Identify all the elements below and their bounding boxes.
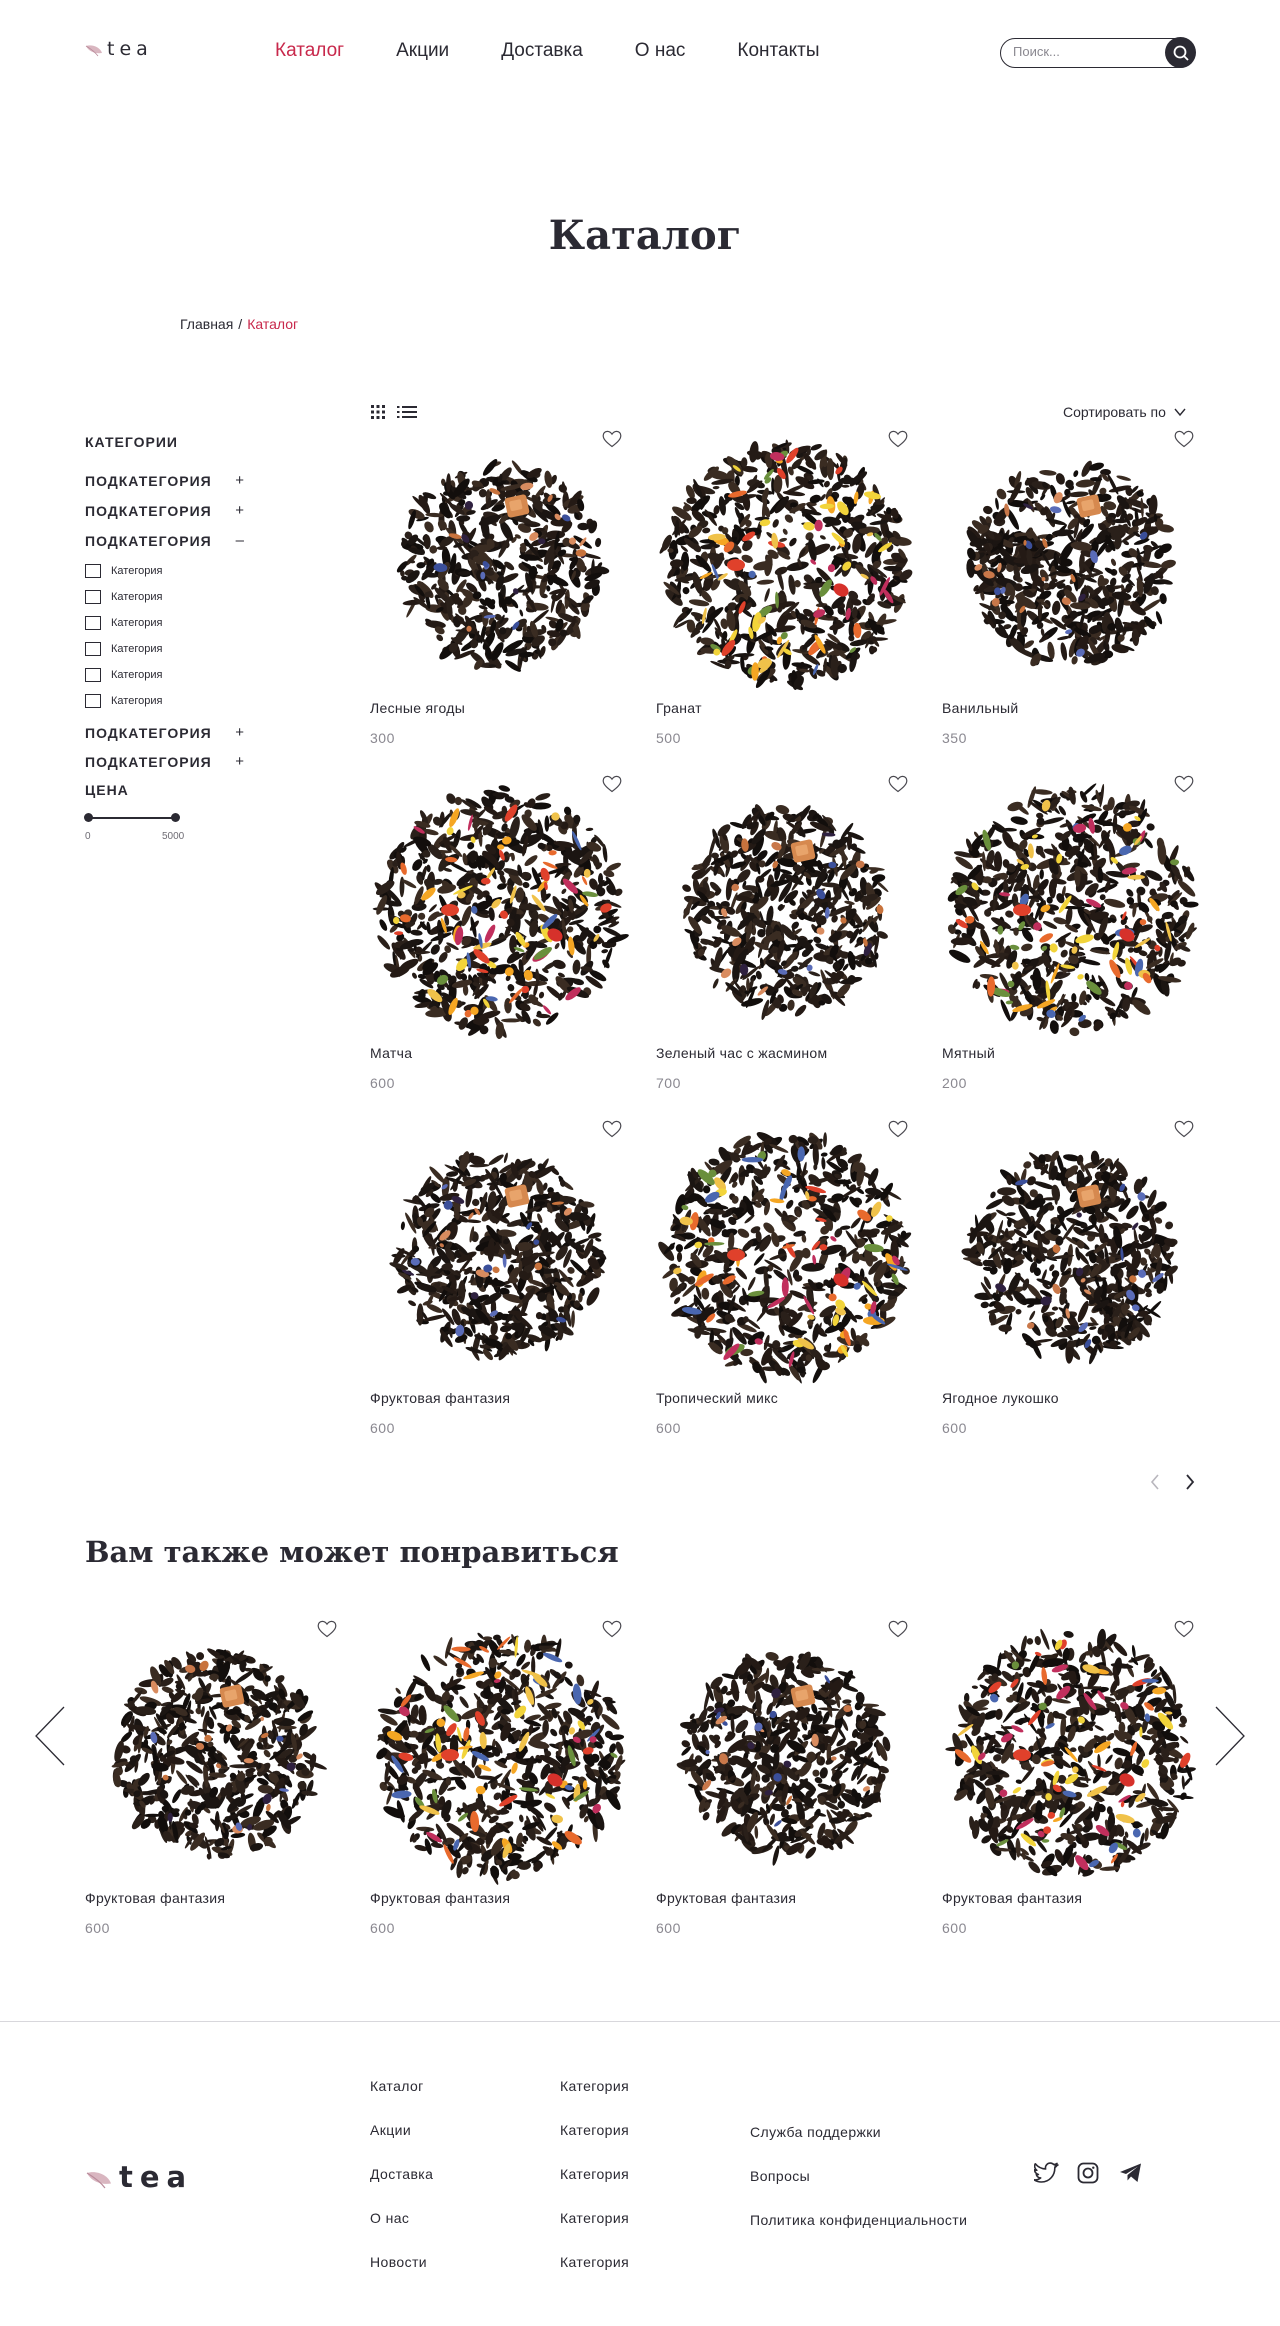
product-card[interactable] [656,430,916,760]
search-input[interactable] [1013,44,1163,59]
favorite-button[interactable] [1174,1620,1194,1643]
checkbox-label: Категория [111,695,163,707]
product-price: 500 [656,730,681,746]
favorite-button[interactable] [888,1620,908,1643]
footer-link-delivery[interactable]: Доставка [370,2166,434,2182]
product-name[interactable]: Тропический микс [656,1390,779,1406]
product-image[interactable] [656,775,916,1045]
product-image[interactable] [942,1120,1202,1390]
product-price: 600 [942,1920,967,1936]
footer-link-category[interactable]: Категория [560,2254,630,2270]
footer-link-about[interactable]: О нас [370,2210,410,2226]
checkbox-label: Категория [111,669,163,681]
footer-link-support[interactable]: Служба поддержки [750,2124,882,2140]
grid-view-toggle[interactable] [370,404,386,420]
breadcrumb-home[interactable]: Главная [180,316,234,332]
search-icon [1172,44,1190,62]
heart-icon [888,435,908,452]
expand-icon: + [235,472,245,489]
product-name[interactable]: Фруктовая фантазия [370,1390,511,1406]
price-min-label: 0 [85,831,91,842]
favorite-button[interactable] [888,1120,908,1143]
product-price: 600 [370,1920,395,1936]
category-checkbox-5[interactable] [85,662,162,688]
checkbox-label: Категория [111,565,163,577]
prev-page-button[interactable] [1149,1473,1161,1496]
collapse-icon: – [235,532,245,549]
heart-icon [888,780,908,797]
checkbox-label: Категория [111,617,163,629]
category-checkbox-list [85,558,162,714]
product-name[interactable]: Лесные ягоды [370,700,466,716]
checkbox[interactable] [85,616,101,630]
subcategory-5[interactable] [85,753,245,770]
checkbox[interactable] [85,642,101,656]
product-image[interactable] [656,1620,916,1890]
price-heading: ЦЕНА [85,782,129,798]
favorite-button[interactable] [317,1620,337,1643]
price-min-handle[interactable] [84,813,93,822]
product-card[interactable] [942,1620,1202,1950]
subcategory-label: ПОДКАТЕГОРИЯ [85,532,212,549]
heart-icon [888,1125,908,1142]
nav-about[interactable]: О нас [634,40,686,61]
product-name[interactable]: Фруктовая фантазия [656,1890,797,1906]
favorite-button[interactable] [602,775,622,798]
heart-icon [317,1625,337,1642]
favorite-button[interactable] [1174,1120,1194,1143]
subcategory-1[interactable] [85,472,245,489]
footer-link-category[interactable]: Категория [560,2078,630,2094]
subcategory-label: ПОДКАТЕГОРИЯ [85,472,212,489]
footer-link-category[interactable]: Категория [560,2122,630,2138]
arrow-right-icon [1213,1705,1247,1767]
footer-link-category[interactable]: Категория [560,2166,630,2182]
heart-icon [888,1625,908,1642]
heart-icon [1174,435,1194,452]
expand-icon: + [235,502,245,519]
logo-text: tea [107,38,153,60]
sort-label: Сортировать по [1063,404,1166,420]
chevron-down-icon [1174,407,1186,417]
product-card[interactable] [942,430,1202,760]
footer-link-category[interactable]: Категория [560,2210,630,2226]
subcategory-label: ПОДКАТЕГОРИЯ [85,753,212,770]
breadcrumb-current: Каталог [247,316,299,332]
favorite-button[interactable] [602,430,622,453]
footer-divider [0,2021,1280,2022]
subcategory-label: ПОДКАТЕГОРИЯ [85,724,212,741]
product-price: 600 [942,1420,967,1436]
product-card[interactable] [656,775,916,1105]
subcategory-2[interactable] [85,502,245,519]
product-name[interactable]: Мятный [942,1045,996,1061]
favorite-button[interactable] [1174,430,1194,453]
list-view-icon [397,404,417,420]
product-image[interactable] [370,1620,630,1890]
page-title: Каталог [548,212,742,259]
heart-icon [602,780,622,797]
nav-contacts[interactable]: Контакты [737,40,820,61]
product-name[interactable]: Зеленый час с жасмином [656,1045,828,1061]
heart-icon [1174,1625,1194,1642]
product-price: 350 [942,730,967,746]
instagram-icon [1077,2162,1099,2184]
checkbox-label: Категория [111,591,163,603]
product-card[interactable] [942,775,1202,1105]
product-card[interactable] [370,1620,630,1950]
carousel-prev-button[interactable] [33,1705,67,1772]
header-logo[interactable] [85,38,153,60]
favorite-button[interactable] [602,1120,622,1143]
footer-logo[interactable] [85,2160,193,2194]
heart-icon [602,1625,622,1642]
product-name[interactable]: Фруктовая фантазия [85,1890,226,1906]
telegram-icon [1119,2162,1143,2184]
product-price: 600 [656,1920,681,1936]
product-price: 600 [656,1420,681,1436]
product-card[interactable] [85,1620,345,1950]
checkbox[interactable] [85,590,101,604]
checkbox[interactable] [85,564,101,578]
footer-link-privacy[interactable]: Политика конфиденциальности [750,2212,968,2228]
expand-icon: + [235,724,245,741]
leaf-logo-icon [85,44,103,60]
nav-delivery[interactable]: Доставка [501,40,583,61]
product-card[interactable] [656,1620,916,1950]
category-checkbox-3[interactable] [85,610,162,636]
chevron-left-icon [1149,1473,1161,1491]
product-image[interactable] [942,430,1202,700]
category-checkbox-1[interactable] [85,558,162,584]
grid-view-icon [370,404,386,420]
favorite-button[interactable] [888,775,908,798]
leaf-logo-icon [85,2170,113,2194]
price-max-handle[interactable] [171,813,180,822]
sort-dropdown[interactable] [1063,404,1186,420]
product-name[interactable]: Ванильный [942,700,1019,716]
subcategory-label: ПОДКАТЕГОРИЯ [85,502,212,519]
product-image[interactable] [942,1620,1202,1890]
nav-promotions[interactable]: Акции [396,40,450,61]
category-checkbox-6[interactable] [85,688,162,714]
chevron-right-icon [1184,1473,1196,1491]
heart-icon [602,435,622,452]
product-price: 700 [656,1075,681,1091]
product-name[interactable]: Гранат [656,700,702,716]
list-view-toggle[interactable] [397,404,417,420]
next-page-button[interactable] [1184,1473,1196,1496]
product-image[interactable] [370,430,630,700]
footer-link-promotions[interactable]: Акции [370,2122,412,2138]
subcategory-4[interactable] [85,724,245,741]
search-box [1000,38,1195,68]
checkbox[interactable] [85,694,101,708]
product-price: 600 [370,1420,395,1436]
telegram-link[interactable] [1119,2162,1143,2189]
footer-link-news[interactable]: Новости [370,2254,427,2270]
product-card[interactable] [370,775,630,1105]
breadcrumb [180,316,298,332]
product-image[interactable] [370,775,630,1045]
footer-link-faq[interactable]: Вопросы [750,2168,811,2184]
instagram-link[interactable] [1077,2162,1099,2189]
product-image[interactable] [85,1620,345,1890]
category-checkbox-4[interactable] [85,636,162,662]
expand-icon: + [235,753,245,770]
product-image[interactable] [370,1120,630,1390]
heart-icon [1174,780,1194,797]
heart-icon [1174,1125,1194,1142]
main-nav [275,40,872,62]
product-card[interactable] [942,1120,1202,1450]
favorite-button[interactable] [888,430,908,453]
recommendations-title: Вам также может понравиться [85,1535,619,1569]
subcategory-3[interactable] [85,532,245,549]
product-price: 300 [370,730,395,746]
price-slider-track[interactable] [88,817,176,819]
category-checkbox-2[interactable] [85,584,162,610]
product-card[interactable] [370,430,630,760]
product-name[interactable]: Фруктовая фантазия [370,1890,511,1906]
product-price: 200 [942,1075,967,1091]
product-card[interactable] [656,1120,916,1450]
breadcrumb-separator: / [238,316,243,332]
carousel-next-button[interactable] [1213,1705,1247,1772]
heart-icon [602,1125,622,1142]
categories-heading: КАТЕГОРИИ [85,434,178,450]
nav-catalog[interactable]: Каталог [275,40,345,61]
price-slider[interactable] [85,817,185,847]
product-image[interactable] [942,775,1202,1045]
favorite-button[interactable] [1174,775,1194,798]
product-name[interactable]: Ягодное лукошко [942,1390,1059,1406]
product-name[interactable]: Матча [370,1045,413,1061]
checkbox[interactable] [85,668,101,682]
product-price: 600 [85,1920,110,1936]
favorite-button[interactable] [602,1620,622,1643]
product-image[interactable] [656,430,916,700]
twitter-link[interactable] [1034,2162,1060,2189]
footer-link-catalog[interactable]: Каталог [370,2078,424,2094]
price-max-label: 5000 [162,831,185,842]
arrow-left-icon [33,1705,67,1767]
product-name[interactable]: Фруктовая фантазия [942,1890,1083,1906]
search-button[interactable] [1165,37,1196,68]
checkbox-label: Категория [111,643,163,655]
product-image[interactable] [656,1120,916,1390]
logo-text: tea [119,2160,194,2194]
product-price: 600 [370,1075,395,1091]
product-card[interactable] [370,1120,630,1450]
twitter-icon [1034,2162,1060,2184]
